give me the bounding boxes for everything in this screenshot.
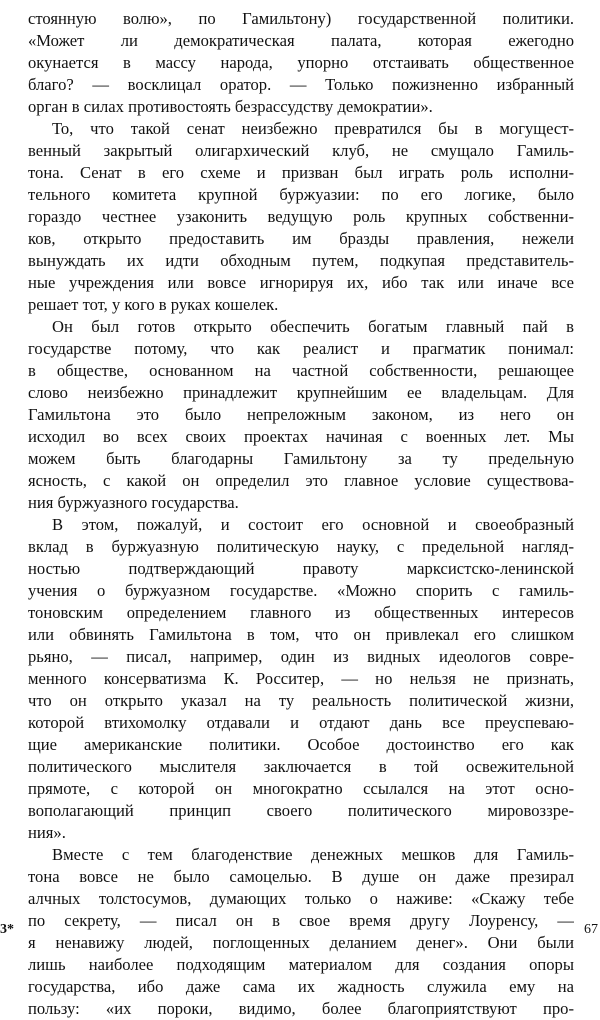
page-number: 67 xyxy=(584,922,598,937)
text-line: В этом, пожалуй, и состоит его основной и своеобразный xyxy=(52,515,574,534)
text-line: вополагающий принцип своего политического мировоззре- xyxy=(28,801,574,820)
text-line: учения о буржуазном государстве. «Можно спорить с гамиль- xyxy=(28,581,574,600)
text-line: пользу: «их пороки, видимо, более благоприятствуют про- xyxy=(28,999,574,1018)
text-line: государства, ибо даже сама их жадность служила ему на xyxy=(28,977,574,996)
text-line: «Может ли демократическая палата, которая ежегодно xyxy=(28,31,574,50)
paragraph xyxy=(28,118,574,316)
text-line: вынуждать их идти обходным путем, подкупая представитель- xyxy=(28,251,574,270)
text-line: То, что такой сенат неизбежно превратился бы в могущест- xyxy=(52,119,574,138)
text-line: алчных толстосумов, думающих только о наживе: «Скажу тебе xyxy=(28,889,574,908)
text-line: окунается в массу народа, упорно отстаивать общественное xyxy=(28,53,574,72)
text-line: или обвинять Гамильтона в том, что он привлекал его слишком xyxy=(28,625,574,644)
text-line: прямоте, с которой он многократно ссылался на этот осно- xyxy=(28,779,574,798)
paragraph xyxy=(28,8,574,118)
text-body xyxy=(28,8,574,1020)
text-line: государстве потому, что как реалист и прагматик понимал: xyxy=(28,339,574,358)
text-line: по секрету, — писал он в свое время другу Лоуренсу, — xyxy=(28,911,574,930)
text-line: Он был готов открыто обеспечить богатым главный пай в xyxy=(52,317,574,336)
text-line: венный закрытый олигархический клуб, не смущало Гамиль- xyxy=(28,141,574,160)
text-line: можем быть благодарны Гамильтону за ту предельную xyxy=(28,449,574,468)
text-line: орган в силах противостоять безрассудству демократии». xyxy=(28,97,433,116)
page-footer xyxy=(0,922,600,946)
text-line: благо? — восклицал оратор. — Только пожизненно избранный xyxy=(28,75,574,94)
text-line: лишь наиболее подходящим материалом для создания опоры xyxy=(28,955,574,974)
text-line: Гамильтона это было непреложным законом, из него он xyxy=(28,405,574,424)
text-line: ния». xyxy=(28,823,66,842)
text-line: вклад в буржуазную политическую науку, с предельной нагляд- xyxy=(28,537,574,556)
text-line: что он открыто указал на ту реальность политической жизни, xyxy=(28,691,574,710)
text-line: ков, открыто предоставить им бразды правления, нежели xyxy=(28,229,574,248)
text-line: ния буржуазного государства. xyxy=(28,493,239,512)
paragraph xyxy=(28,316,574,514)
text-line: тельного комитета крупной буржуазии: по его логике, было xyxy=(28,185,574,204)
text-line: слово неизбежно принадлежит крупнейшим ее владельцам. Для xyxy=(28,383,574,402)
text-line: тона вовсе не было самоцелью. В душе он даже презирал xyxy=(28,867,574,886)
text-line: которой втихомолку отдавали и отдают дань все преуспеваю- xyxy=(28,713,574,732)
text-line: я ненавижу людей, поглощенных деланием денег». Они были xyxy=(28,933,574,952)
text-line: политического мыслителя заключается в той освежительной xyxy=(28,757,574,776)
text-line: ясность, с какой он определил это главное условие существова- xyxy=(28,471,574,490)
text-line: ностью подтверждающий правоту марксистско-ленинской xyxy=(28,559,574,578)
text-line: исходил во всех своих проектах начиная с военных лет. Мы xyxy=(28,427,574,446)
text-line: тоновским определением главного из общественных интересов xyxy=(28,603,574,622)
text-line: тона. Сенат в его схеме и призван был играть роль исполни- xyxy=(28,163,574,182)
text-line: в обществе, основанном на частной собственности, решающее xyxy=(28,361,574,380)
text-line: гораздо честнее узаконить ведущую роль крупных собственни- xyxy=(28,207,574,226)
text-line: решает тот, у кого в руках кошелек. xyxy=(28,295,279,314)
signature-mark: 3* xyxy=(0,922,14,937)
page-text xyxy=(28,8,574,1018)
text-line: щие американские политики. Особое достоинство его как xyxy=(28,735,574,754)
text-line: Вместе с тем благоденствие денежных мешков для Гамиль- xyxy=(52,845,574,864)
text-line: ные учреждения или вовсе игнорируя их, ибо так или иначе все xyxy=(28,273,574,292)
text-line: рьяно, — писал, например, один из видных идеологов совре- xyxy=(28,647,574,666)
text-line: стоянную волю», по Гамильтону) государственной политики. xyxy=(28,9,574,28)
text-line: менного консерватизма К. Росситер, — но нельзя не признать, xyxy=(28,669,574,688)
paragraph xyxy=(28,514,574,844)
